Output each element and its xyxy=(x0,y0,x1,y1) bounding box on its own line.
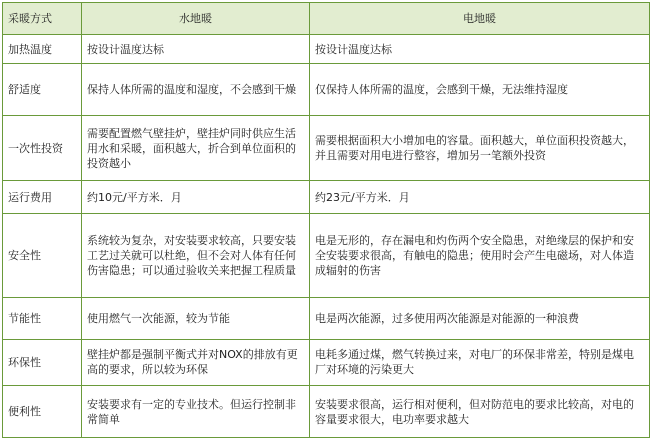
row-category: 节能性 xyxy=(3,298,82,339)
header-method: 采暖方式 xyxy=(3,3,82,35)
row-category: 加热温度 xyxy=(3,35,82,64)
electric-cell: 需要根据面积大小增加电的容量。面积越大，单位面积投资越大，并且需要对用电进行整容，增加另一笔额外投资 xyxy=(310,115,650,180)
electric-cell: 电是无形的，存在漏电和灼伤两个安全隐患，对绝缘层的保护和安全安装要求很高，有触电的隐患；使用时会产生电磁场，对人体造成辐射的伤害 xyxy=(310,214,650,298)
row-category: 环保性 xyxy=(3,339,82,386)
electric-cell: 电耗多通过煤，燃气转换过来，对电厂的环保非常差，特别是煤电厂对环境的污染更大 xyxy=(310,339,650,386)
water-cell: 安装要求有一定的专业技术。但运行控制非常简单 xyxy=(82,386,310,438)
water-cell: 约10元/平方米．月 xyxy=(82,181,310,214)
comparison-table xyxy=(2,2,650,438)
table-row xyxy=(3,339,650,386)
water-cell: 按设计温度达标 xyxy=(82,35,310,64)
table-row xyxy=(3,298,650,339)
table-row xyxy=(3,35,650,64)
table-row xyxy=(3,181,650,214)
table-row xyxy=(3,115,650,180)
table-row xyxy=(3,386,650,438)
water-cell: 使用燃气一次能源，较为节能 xyxy=(82,298,310,339)
water-cell: 保持人体所需的温度和湿度，不会感到干燥 xyxy=(82,64,310,116)
table-row xyxy=(3,214,650,298)
row-category: 舒适度 xyxy=(3,64,82,116)
electric-cell: 电是两次能源，过多使用两次能源是对能源的一种浪费 xyxy=(310,298,650,339)
electric-cell: 仅保持人体所需的温度，会感到干燥，无法维持湿度 xyxy=(310,64,650,116)
header-electric-floor-heating: 电地暖 xyxy=(310,3,650,35)
water-cell: 壁挂炉都是强制平衡式并对NOX的排放有更高的要求，所以较为环保 xyxy=(82,339,310,386)
row-category: 安全性 xyxy=(3,214,82,298)
electric-cell: 安装要求很高，运行相对便利，但对防范电的要求比较高，对电的容量要求很大，电功率要求越大 xyxy=(310,386,650,438)
water-cell: 系统较为复杂，对安装要求较高，只要安装工艺过关就可以杜绝，但不会对人体有任何伤害隐患；可以通过验收关来把握工程质量 xyxy=(82,214,310,298)
electric-cell: 约23元/平方米．月 xyxy=(310,181,650,214)
row-category: 运行费用 xyxy=(3,181,82,214)
water-cell: 需要配置燃气壁挂炉，壁挂炉同时供应生活用水和采暖，面积越大，折合到单位面积的投资越小 xyxy=(82,115,310,180)
table-row xyxy=(3,64,650,116)
row-category: 一次性投资 xyxy=(3,115,82,180)
table-header-row xyxy=(3,3,650,35)
header-water-floor-heating: 水地暖 xyxy=(82,3,310,35)
row-category: 便利性 xyxy=(3,386,82,438)
electric-cell: 按设计温度达标 xyxy=(310,35,650,64)
